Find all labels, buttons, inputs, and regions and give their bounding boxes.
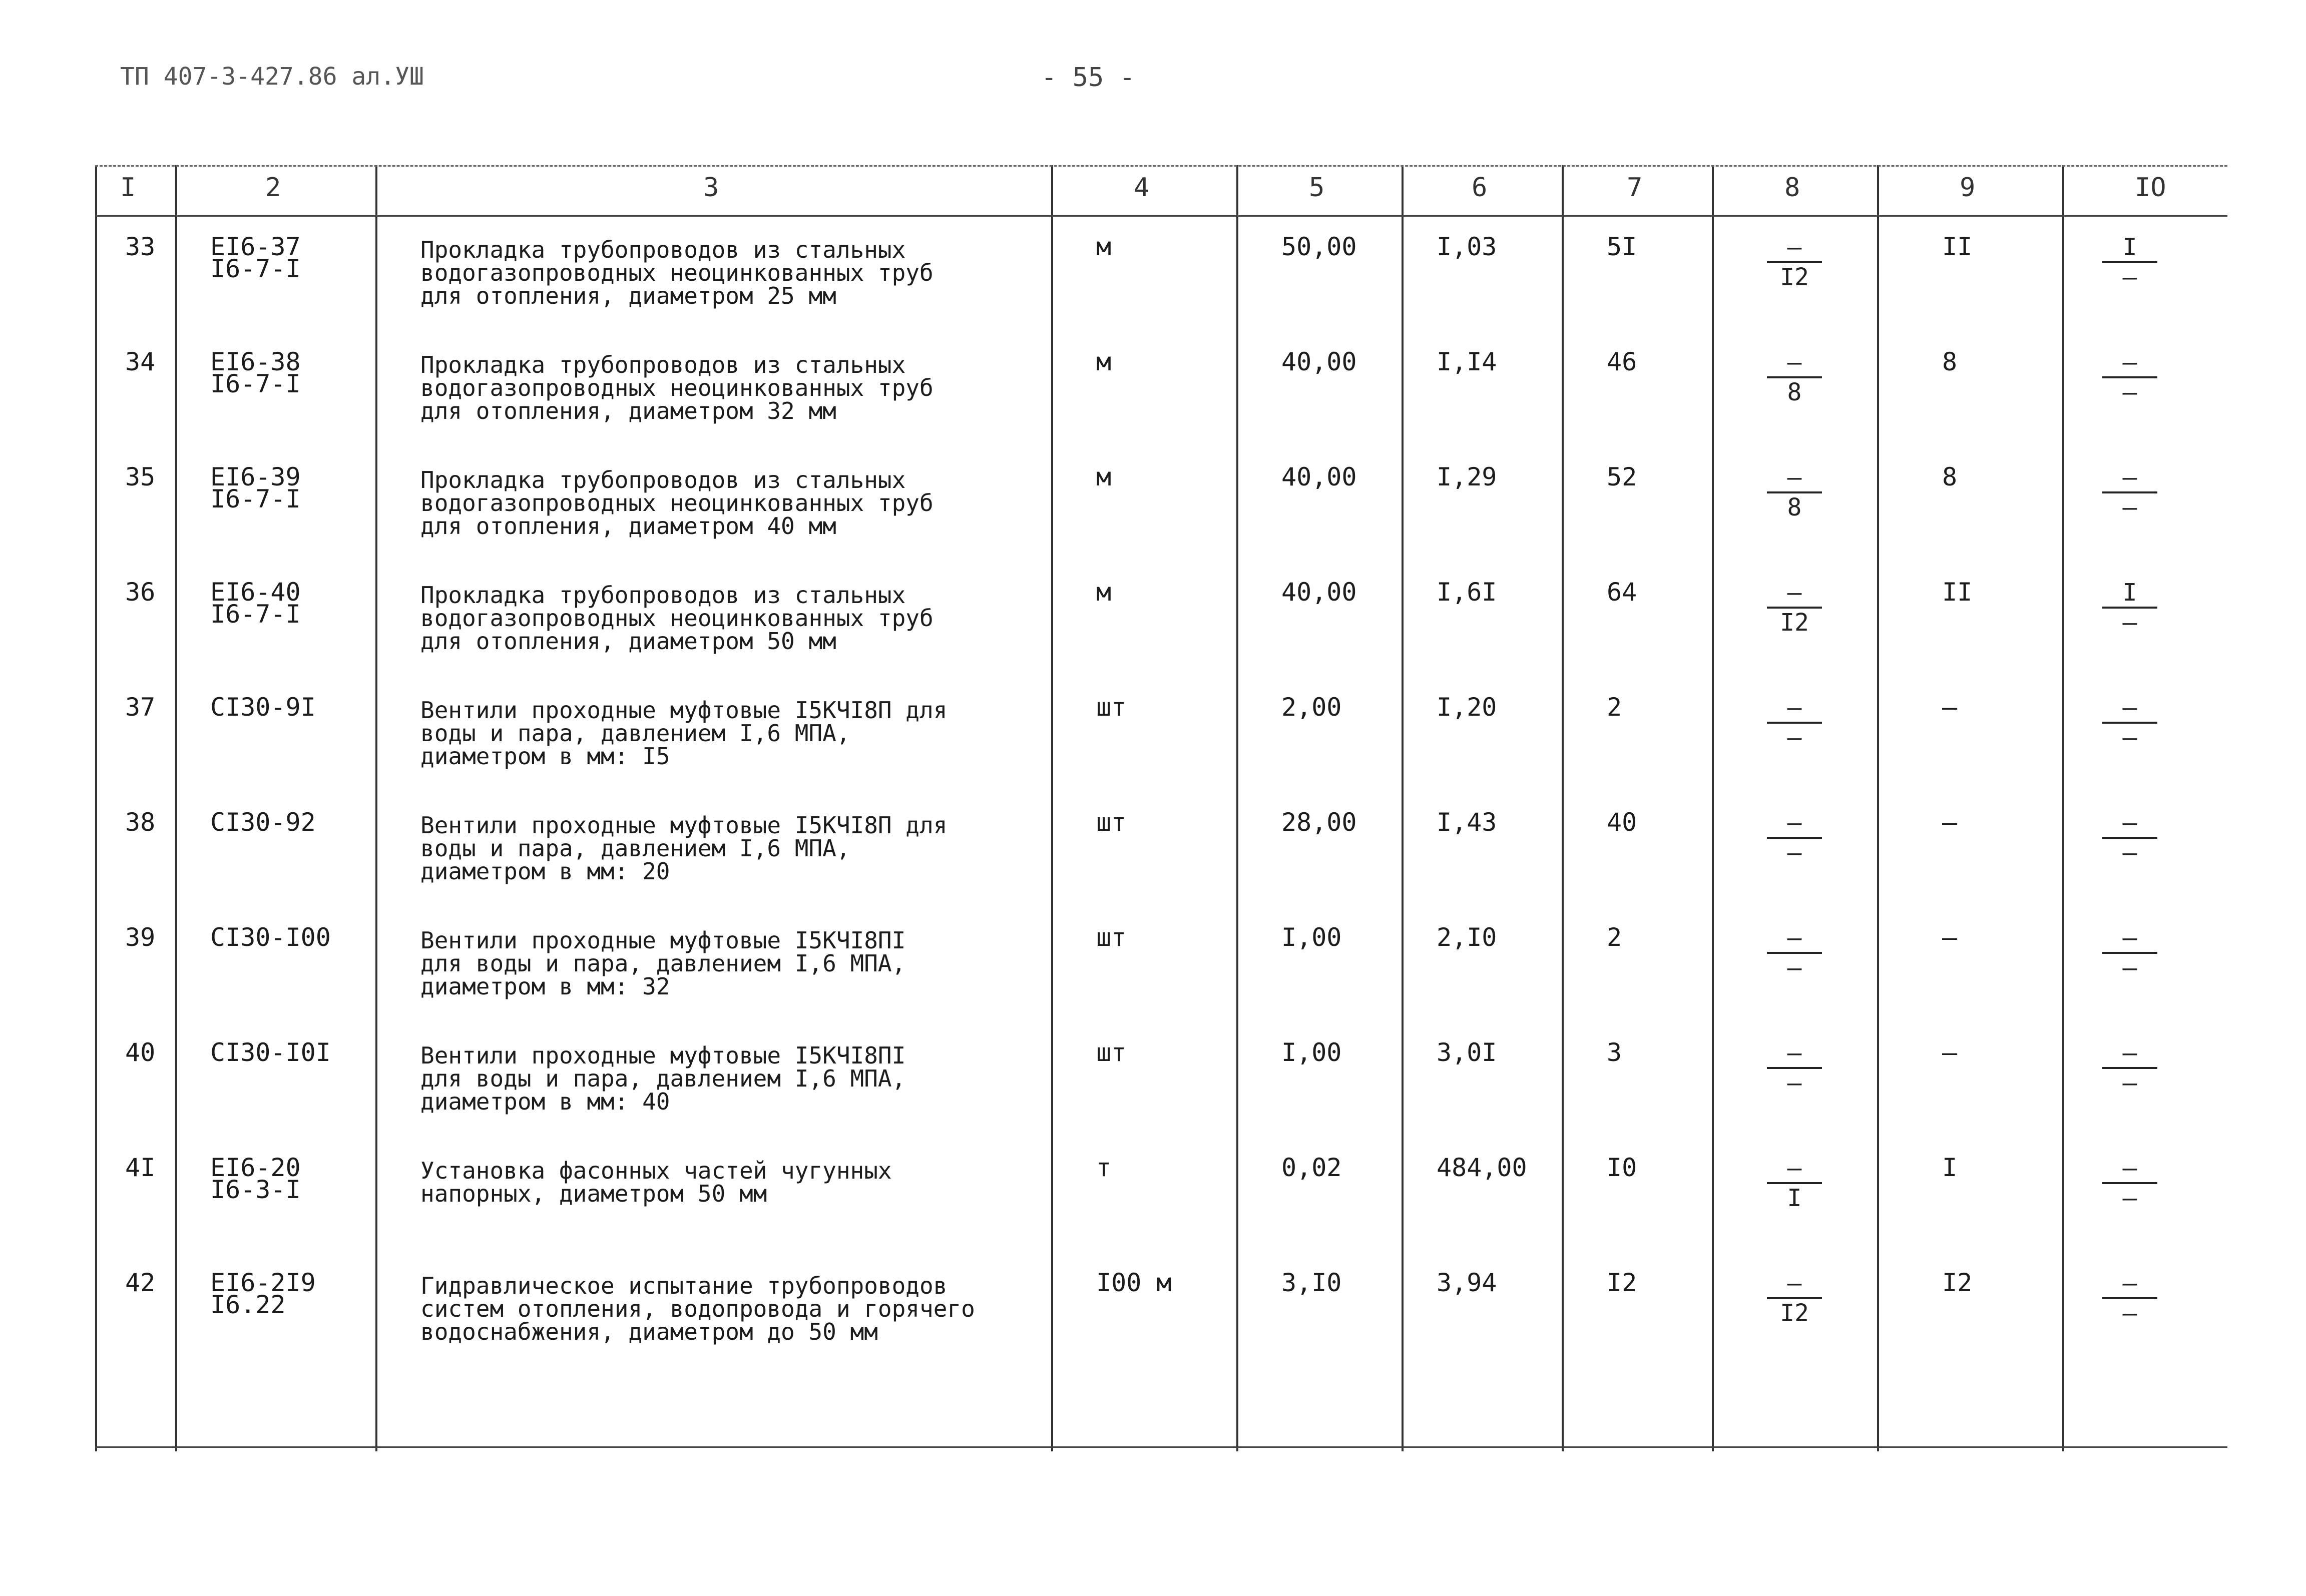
norm-code: EI6-39 <box>210 462 301 491</box>
total-cost: I0 <box>1607 1153 1637 1182</box>
col10-fraction-denominator: – <box>2122 839 2137 867</box>
col10-fraction-denominator: – <box>2122 263 2137 291</box>
col8-fraction-numerator: – <box>1787 1039 1802 1067</box>
row-number: 33 <box>125 232 156 261</box>
table-row <box>95 1153 2227 1271</box>
quantity: 40,00 <box>1281 578 1357 607</box>
work-description: Прокладка трубопроводов из стальных водогазопроводных неоцинкованных труб для отопления, диаметром 25 мм <box>420 236 934 309</box>
col10-fraction-numerator: – <box>2122 463 2137 491</box>
col10-fraction <box>2102 235 2157 289</box>
norm-code-sub: I6-7-I <box>210 369 301 398</box>
total-cost: 64 <box>1607 578 1637 607</box>
total-cost: 52 <box>1607 462 1637 491</box>
col10-fraction <box>2102 1156 2157 1210</box>
col9-value: I2 <box>1942 1268 1973 1297</box>
col8-fraction-numerator: – <box>1787 1154 1802 1182</box>
column-header: 9 <box>1960 173 1976 203</box>
col10-fraction <box>2102 926 2157 980</box>
column-header: 4 <box>1134 173 1150 203</box>
col9-value: 8 <box>1942 347 1958 376</box>
norm-code: CI30-I0I <box>210 1038 331 1067</box>
work-description: Вентили проходные муфтовые I5КЧI8П для воды и пара, давлением I,6 МПА, диаметром в мм: I5 <box>420 697 948 770</box>
col8-fraction <box>1767 1271 1822 1325</box>
norm-code: EI6-20 <box>210 1153 301 1182</box>
quantity: 40,00 <box>1281 347 1357 376</box>
unit-price: I,43 <box>1437 808 1497 837</box>
total-cost: I2 <box>1607 1268 1637 1297</box>
col9-value: II <box>1942 232 1973 261</box>
col8-fraction <box>1767 581 1822 635</box>
row-number: 38 <box>125 808 156 837</box>
quantity: 40,00 <box>1281 462 1357 491</box>
col8-fraction <box>1767 811 1822 865</box>
estimate-table <box>95 165 2227 1451</box>
quantity: 0,02 <box>1281 1153 1342 1182</box>
col10-fraction-numerator: – <box>2122 694 2137 722</box>
column-header: 2 <box>265 173 281 203</box>
column-header: 5 <box>1309 173 1325 203</box>
col9-value: – <box>1942 808 1958 837</box>
row-number: 36 <box>125 578 156 607</box>
table-row <box>95 923 2227 1041</box>
work-description: Прокладка трубопроводов из стальных водогазопроводных неоцинкованных труб для отопления, диаметром 50 мм <box>420 582 934 655</box>
work-description: Гидравлическое испытание трубопроводов систем отопления, водопровода и горячего водоснабжения, диаметром до 50 мм <box>420 1272 975 1345</box>
col10-fraction <box>2102 1041 2157 1095</box>
col9-value: – <box>1942 693 1958 722</box>
column-header: IO <box>2135 173 2166 203</box>
col10-fraction-numerator: – <box>2122 1269 2137 1297</box>
row-number: 37 <box>125 693 156 722</box>
col8-fraction <box>1767 696 1822 750</box>
col9-value: 8 <box>1942 462 1958 491</box>
col9-value: I <box>1942 1153 1958 1182</box>
unit: м <box>1096 347 1112 376</box>
unit: м <box>1096 232 1112 261</box>
table-row <box>95 1038 2227 1156</box>
row-divider <box>95 165 2227 167</box>
column-header: 3 <box>703 173 719 203</box>
col10-fraction-numerator: – <box>2122 924 2137 952</box>
total-cost: 3 <box>1607 1038 1622 1067</box>
total-cost: 5I <box>1607 232 1637 261</box>
col8-fraction-numerator: – <box>1787 694 1802 722</box>
unit-price: 484,00 <box>1437 1153 1527 1182</box>
col10-fraction-numerator: – <box>2122 809 2137 837</box>
norm-code: CI30-9I <box>210 693 316 722</box>
unit-price: I,29 <box>1437 462 1497 491</box>
col10-fraction-denominator: – <box>2122 378 2137 406</box>
unit: т <box>1096 1153 1112 1182</box>
col8-fraction-numerator: – <box>1787 348 1802 376</box>
col10-fraction-denominator: – <box>2122 1299 2137 1327</box>
total-cost: 2 <box>1607 693 1622 722</box>
unit-price: I,03 <box>1437 232 1497 261</box>
col8-fraction <box>1767 926 1822 980</box>
col10-fraction <box>2102 1271 2157 1325</box>
unit: шт <box>1096 808 1127 837</box>
table-row <box>95 578 2227 696</box>
unit: шт <box>1096 1038 1127 1067</box>
col8-fraction-denominator: 8 <box>1787 378 1802 406</box>
row-number: 34 <box>125 347 156 376</box>
col10-fraction <box>2102 696 2157 750</box>
unit: м <box>1096 578 1112 607</box>
work-description: Прокладка трубопроводов из стальных водогазопроводных неоцинкованных труб для отопления, диаметром 40 мм <box>420 466 934 540</box>
quantity: 2,00 <box>1281 693 1342 722</box>
col10-fraction <box>2102 811 2157 865</box>
col10-fraction-denominator: – <box>2122 1069 2137 1097</box>
unit-price: 3,0I <box>1437 1038 1497 1067</box>
col8-fraction <box>1767 350 1822 404</box>
work-description: Вентили проходные муфтовые I5КЧI8ПI для воды и пара, давлением I,6 МПА, диаметром в мм: 32 <box>420 927 906 1000</box>
col8-fraction <box>1767 235 1822 289</box>
column-header: 8 <box>1784 173 1800 203</box>
unit: I00 м <box>1096 1268 1172 1297</box>
table-row <box>95 462 2227 581</box>
col9-value: II <box>1942 578 1973 607</box>
norm-code: CI30-92 <box>210 808 316 837</box>
col10-fraction-numerator: – <box>2122 1039 2137 1067</box>
col8-fraction-numerator: – <box>1787 1269 1802 1297</box>
work-description: Прокладка трубопроводов из стальных водогазопроводных неоцинкованных труб для отопления, диаметром 32 мм <box>420 351 934 424</box>
row-number: 40 <box>125 1038 156 1067</box>
total-cost: 46 <box>1607 347 1637 376</box>
norm-code: EI6-40 <box>210 578 301 607</box>
unit-price: I,6I <box>1437 578 1497 607</box>
norm-code: EI6-37 <box>210 232 301 261</box>
table-row <box>95 232 2227 350</box>
row-number: 4I <box>125 1153 156 1182</box>
unit-price: 2,I0 <box>1437 923 1497 952</box>
col8-fraction <box>1767 1041 1822 1095</box>
unit-price: I,20 <box>1437 693 1497 722</box>
quantity: 50,00 <box>1281 232 1357 261</box>
column-header: I <box>120 173 136 203</box>
unit: шт <box>1096 693 1127 722</box>
col8-fraction-denominator: – <box>1787 954 1802 982</box>
quantity: 28,00 <box>1281 808 1357 837</box>
col8-fraction-denominator: I2 <box>1780 609 1809 637</box>
col10-fraction-numerator: – <box>2122 1154 2137 1182</box>
col9-value: – <box>1942 923 1958 952</box>
col8-fraction-denominator: – <box>1787 1069 1802 1097</box>
unit: шт <box>1096 923 1127 952</box>
col10-fraction <box>2102 465 2157 519</box>
table-row <box>95 693 2227 811</box>
norm-code: EI6-2I9 <box>210 1268 316 1297</box>
row-divider <box>95 215 2227 217</box>
col10-fraction-numerator: – <box>2122 348 2137 376</box>
col10-fraction-denominator: – <box>2122 1184 2137 1212</box>
page-number: - 55 - <box>1041 63 1135 93</box>
col8-fraction-denominator: I <box>1787 1184 1802 1212</box>
col8-fraction-denominator: – <box>1787 839 1802 867</box>
norm-code-sub: I6-7-I <box>210 484 301 513</box>
col8-fraction-numerator: – <box>1787 809 1802 837</box>
row-number: 35 <box>125 462 156 491</box>
col10-fraction <box>2102 581 2157 635</box>
norm-code-sub: I6-7-I <box>210 254 301 283</box>
col10-fraction-denominator: – <box>2122 609 2137 637</box>
row-number: 42 <box>125 1268 156 1297</box>
col8-fraction-numerator: – <box>1787 463 1802 491</box>
col8-fraction-numerator: – <box>1787 579 1802 607</box>
unit-price: 3,94 <box>1437 1268 1497 1297</box>
work-description: Вентили проходные муфтовые I5КЧI8П для воды и пара, давлением I,6 МПА, диаметром в мм: 20 <box>420 812 948 885</box>
col10-fraction-denominator: – <box>2122 954 2137 982</box>
col8-fraction <box>1767 465 1822 519</box>
work-description: Вентили проходные муфтовые I5КЧI8ПI для воды и пара, давлением I,6 МПА, диаметром в мм: 40 <box>420 1042 906 1115</box>
table-row <box>95 1268 2227 1386</box>
quantity: 3,I0 <box>1281 1268 1342 1297</box>
norm-code-sub: I6.22 <box>210 1290 286 1319</box>
document-reference: ТП 407-3-427.86 ал.УШ <box>120 63 424 91</box>
norm-code-sub: I6-7-I <box>210 600 301 629</box>
work-description: Установка фасонных частей чугунных напорных, диаметром 50 мм <box>420 1157 892 1207</box>
quantity: I,00 <box>1281 1038 1342 1067</box>
col8-fraction-denominator: I2 <box>1780 1299 1809 1327</box>
total-cost: 2 <box>1607 923 1622 952</box>
col8-fraction-denominator: I2 <box>1780 263 1809 291</box>
col8-fraction-denominator: – <box>1787 724 1802 752</box>
column-header: 6 <box>1472 173 1488 203</box>
col10-fraction-numerator: I <box>2122 579 2137 607</box>
col8-fraction <box>1767 1156 1822 1210</box>
column-header: 7 <box>1627 173 1643 203</box>
col10-fraction-numerator: I <box>2122 233 2137 261</box>
col8-fraction-denominator: 8 <box>1787 493 1802 521</box>
unit-price: I,I4 <box>1437 347 1497 376</box>
col10-fraction-denominator: – <box>2122 493 2137 521</box>
unit: м <box>1096 462 1112 491</box>
col10-fraction <box>2102 350 2157 404</box>
row-divider <box>95 1446 2227 1448</box>
row-number: 39 <box>125 923 156 952</box>
norm-code: CI30-I00 <box>210 923 331 952</box>
col9-value: – <box>1942 1038 1958 1067</box>
table-row <box>95 347 2227 465</box>
col8-fraction-numerator: – <box>1787 233 1802 261</box>
norm-code: EI6-38 <box>210 347 301 376</box>
norm-code-sub: I6-3-I <box>210 1175 301 1204</box>
table-row <box>95 808 2227 926</box>
col10-fraction-denominator: – <box>2122 724 2137 752</box>
total-cost: 40 <box>1607 808 1637 837</box>
quantity: I,00 <box>1281 923 1342 952</box>
col8-fraction-numerator: – <box>1787 924 1802 952</box>
